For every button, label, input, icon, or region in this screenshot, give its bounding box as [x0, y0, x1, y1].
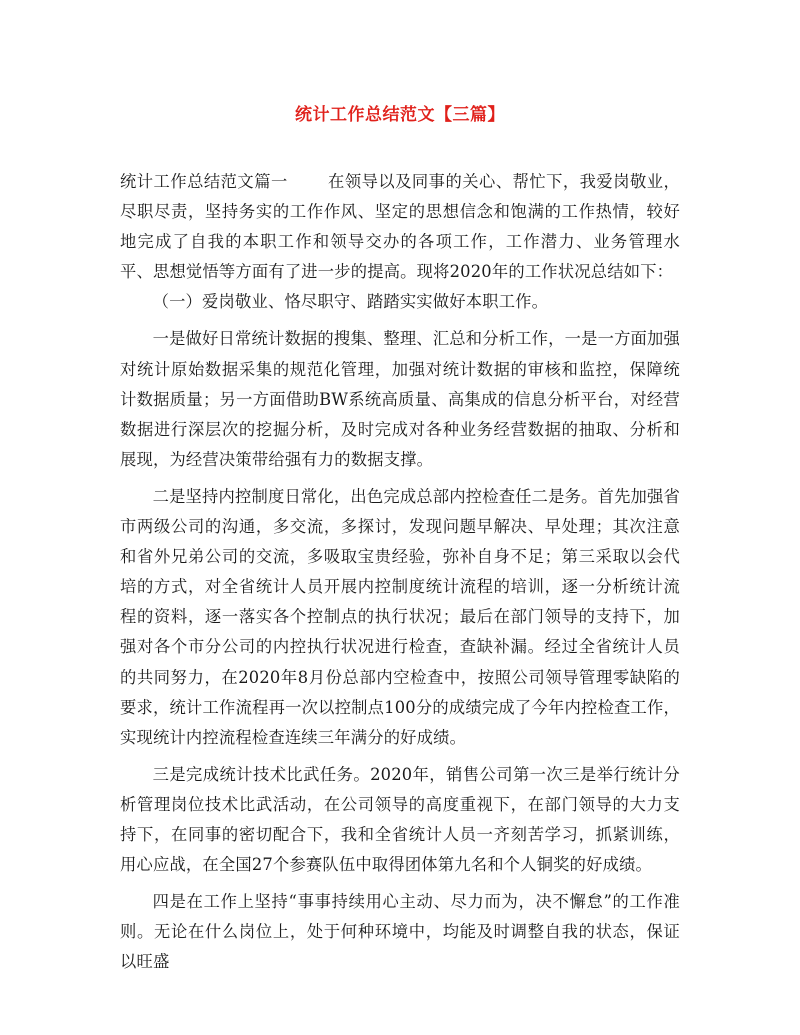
document-title: 统计工作总结范文【三篇】	[295, 105, 505, 125]
intro-text: 在领导以及同事的关心、帮忙下，我爱岗敬业，尽职尽责，坚持务实的工作作风、坚定的思想信念和饱满的工作热情，较好地完成了自我的本职工作和领导交办的各项工作，工作潜力、业务管理水平、思想觉悟等方面有了进一步的提高。现将2020年的工作状况总结如下：	[120, 172, 680, 282]
paragraph-3: 三是完成统计技术比武任务。2020年，销售公司第一次三是举行统计分析管理岗位技术比武活动，在公司领导的高度重视下，在部门领导的大力支持下，在同事的密切配合下，我和全省统计人员一齐刻苦学习，抓紧训练，用心应战，在全国27个参赛队伍中取得团体第九名和个人铜奖的好成绩。	[120, 764, 680, 875]
paragraph-4: 四是在工作上坚持“事事持续用心主动、尽力而为，决不懈怠”的工作准则。无论在什么岗位上，处于何种环境中，均能及时调整自我的状态，保证以旺盛	[120, 892, 680, 972]
paragraph-2: 二是坚持内控制度日常化，出色完成总部内控检查任二是务。首先加强省市两级公司的沟通，多交流，多探讨，发现问题早解决、早处理；其次注意和省外兄弟公司的交流，多吸取宝贵经验，弥补自身不足；第三采取以会代培的方式，对全省统计人员开展内控制度统计流程的培训，逐一分析统计流程的资料，逐一落实各个控制点的执行状况；最后在部门领导的支持下，加强对各个市分公司的内控执行状况进行检查，查缺补漏。经过全省统计人员的共同努力，在2020年8月份总部内空检查中，按照公司领导管理零缺陷的要求，统计工作流程再一次以控制点100分的成绩完成了今年内控检查工作，实现统计内控流程检查连续三年满分的好成绩。	[120, 486, 680, 747]
section-heading-1: （一）爱岗敬业、恪尽职守、踏踏实实做好本职工作。	[152, 292, 549, 312]
paragraph-1: 一是做好日常统计数据的搜集、整理、汇总和分析工作，一是一方面加强对统计原始数据采集的规范化管理，加强对统计数据的审核和监控，保障统计数据质量；另一方面借助BW系统高质量、高集成的信息分析平台，对经营数据进行深层次的挖掘分析，及时完成对各种业务经营数据的抽取、分析和展现，为经营决策带给强有力的数据支撑。	[120, 329, 680, 469]
document-body	[120, 167, 680, 977]
article-label: 统计工作总结范文篇一	[120, 172, 288, 191]
intro-paragraph	[120, 167, 680, 287]
